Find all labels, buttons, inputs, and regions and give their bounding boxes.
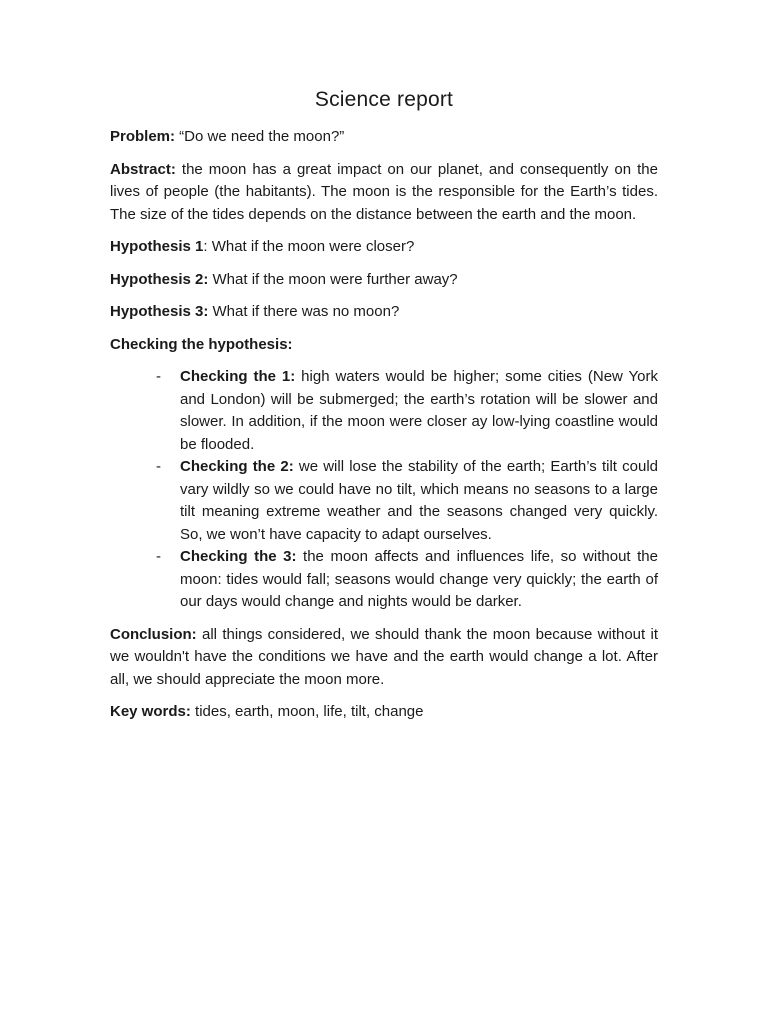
report-title: Science report	[314, 88, 454, 111]
bullet-dash: -	[156, 368, 161, 385]
hypothesis-2-text: What if the moon were further away?	[208, 270, 458, 288]
abstract-paragraph	[110, 159, 658, 227]
checking-item-1-text: high waters would be higher; some cities (New York and London) will be submerged; the earth’s rotation will be slower and slower. In addition, if the moon were closer ay low-lying coastline would be flooded.	[180, 368, 659, 453]
hypothesis-1-label: Hypothesis 1	[110, 238, 204, 255]
keywords-label: Key words:	[110, 703, 191, 720]
abstract-text: the moon has a great impact on our planet, and consequently on the lives of people (the habitants). The moon is the responsible for the Earth’s tides. The size of the tides depends on the distance between the earth and the moon.	[110, 160, 658, 223]
checking-item-2-label: Checking the 2:	[180, 458, 294, 475]
hypothesis-2-paragraph	[110, 269, 658, 292]
problem-paragraph	[110, 126, 658, 149]
keywords-paragraph	[110, 701, 658, 724]
checking-item-3-text: the moon affects and influences life, so without the moon: tides would fall; seasons would change very quickly; the earth of our days would change and nights would be darker.	[180, 548, 658, 610]
checking-list	[110, 366, 658, 614]
checking-item-1-label: Checking the 1:	[180, 368, 296, 385]
checking-item-2-text: we will lose the stability of the earth; Earth’s tilt could vary wildly so we could have no tilt, which means no seasons to a large tilt meaning extreme weather and the seasons changed very quickly. So, we won’t have capacity to adapt ourselves.	[180, 458, 658, 543]
conclusion-paragraph	[110, 624, 658, 692]
conclusion-label: Conclusion:	[110, 625, 197, 643]
hypothesis-1-paragraph	[110, 236, 658, 259]
checking-item-1	[156, 366, 659, 456]
checking-item-3-label: Checking the 3:	[180, 548, 297, 565]
hypothesis-2-label: Hypothesis 2:	[110, 270, 209, 288]
checking-heading	[110, 334, 658, 357]
keywords-text: tides, earth, moon, life, tilt, change	[190, 703, 424, 720]
hypothesis-1-text: : What if the moon were closer?	[203, 238, 415, 255]
hypothesis-3-label: Hypothesis 3:	[110, 303, 209, 320]
hypothesis-3-text: What if there was no moon?	[208, 303, 400, 320]
abstract-label: Abstract:	[110, 160, 176, 178]
checking-item-3	[156, 546, 658, 614]
checking-item-2	[156, 456, 658, 546]
bullet-dash: -	[156, 458, 161, 475]
bullet-dash: -	[156, 548, 161, 565]
conclusion-text: all things considered, we should thank the moon because without it we wouldn't have the conditions we have and the earth would change a lot. After all, we should appreciate the moon more.	[110, 625, 658, 688]
problem-label: Problem:	[110, 128, 176, 145]
checking-heading-label: Checking the hypothesis:	[110, 335, 293, 353]
hypothesis-3-paragraph	[110, 301, 658, 324]
problem-text: “Do we need the moon?”	[175, 128, 345, 145]
